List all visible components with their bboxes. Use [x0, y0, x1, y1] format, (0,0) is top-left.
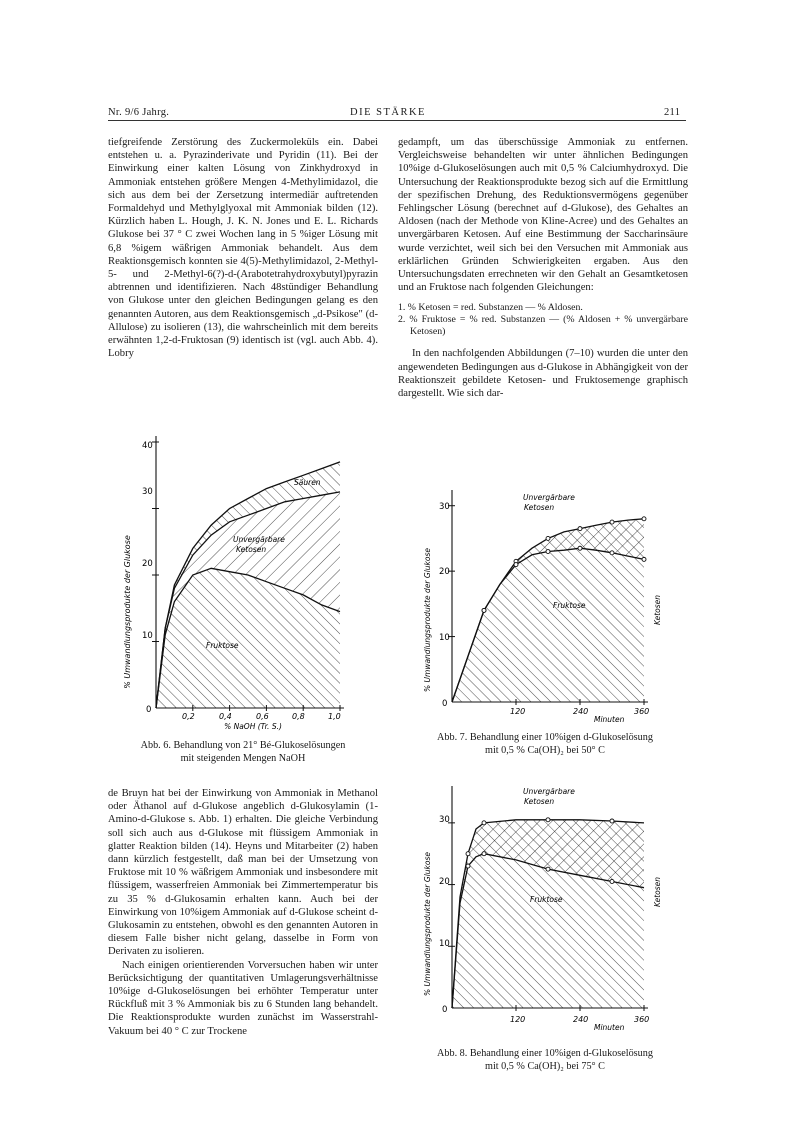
- fig8-xtick: 240: [573, 1015, 589, 1024]
- data-point: [514, 563, 518, 567]
- caption-line: Abb. 6. Behandlung von 21° Bé-Glukoselösungen: [140, 740, 346, 751]
- fig8-ytick: 10: [439, 939, 450, 949]
- fig6-label-sauren: Säuren: [294, 478, 321, 487]
- data-point: [546, 550, 550, 554]
- fig8-label-unverg-1: Unvergärbare: [523, 787, 575, 796]
- caption-line: mit steigenden Mengen NaOH: [180, 752, 306, 764]
- right-column-top: [398, 136, 688, 400]
- fig6-label-fruktose: Fruktose: [206, 641, 239, 650]
- fig7-label-fruktose: Fruktose: [553, 601, 586, 610]
- paragraph: de Bruyn hat bei der Einwirkung von Ammoniak in Methanol oder Äthanol auf d-Glukose angeblich d-Glukosylamin (1-Amino-d-Glukose s. Abb. 1) erhalten. Die gleiche Verbindung soll sich auch aus d-Glukose mit flüssigem Ammoniak in glatter Reaktion bilden (14). Heyns und Mitarbeiter (2) haben dann kürzlich festgestellt, daß man bei der Umsetzung von Fruktose mit 10 % wäßrigem Ammoniak und insbesondere mit flüssigem, wasserfreien Ammoniak bei Zimmertemperatur bis zu 35 % d-Glukosamin erhalten kann. Auch bei der Einwirkung von 10%igem Ammoniak auf d-Glukose scheint d-Glukosamin zu entstehen, obwohl es den genannten Autoren in diesem Falle bisher nicht gelang, dasselbe in Form von Derivaten zu isolieren.: [108, 788, 378, 958]
- fig8-xtick: 360: [634, 1015, 650, 1024]
- fig8-ylabel: % Umwandlungsprodukte der Glukose: [423, 852, 432, 996]
- fig7-xtick: 240: [573, 707, 589, 716]
- fig8-label-ketosen: Ketosen: [653, 876, 662, 908]
- data-point: [578, 527, 582, 531]
- data-point: [610, 551, 614, 555]
- data-point: [482, 821, 486, 825]
- paragraph: tiefgreifende Zerstörung des Zuckermoleküls ein. Dabei entstehen u. a. Pyrazinderivate und Pyridin (11). Bei der Einwirkung einer kalten Lösung von Zinkhydroxyd in Ammoniak entstehen größere Mengen 4-Methylimidazol, die sich aus dem bei der Zersetzung intermediär auftretenden Formaldehyd und Methylglyoxal mit Ammoniak bilden (12). Kürzlich haben L. Hough, J. K. N. Jones und E. L. Richards Glukose bei 37 ° C zwei Wochen lang in 5 %iger Lösung mit 6,8 %igem wäßrigen Ammoniak behandelt. Aus dem Reaktionsgemisch konnten sie 4(5)-Methylimidazol, 2-Methyl-5- und 2-Methyl-6(?)-d-(Arabotetrahydroxybutyl)pyrazin abtrennen und identifizieren. Nach 48stündiger Behandlung von Glukose unter den gleichen Bedingungen gelang es den genannten Autoren, aus dem Reaktionsgemisch „d-Psikose" (d-Allulose) zu isolieren (13), die wahrscheinlich mit dem bereits erwähnten 1,2-d-Fruktosan (9) identisch ist (vgl. auch Abb. 4). Lobry: [108, 137, 378, 360]
- paragraph: Nach einigen orientierenden Vorversuchen haben wir unter Berücksichtigung der quantitativen Umlagerungsverhältnisse 10%ige d-Glukoselösungen bei erhöhter Temperatur unter Rückfluß mit 3 % Ammoniak bis zu 6 Stunden lang behandelt. Die Reaktionsprodukte wurden zunächst im Wasserstrahl-Vakuum bei 40 ° C zur Trockene: [108, 959, 378, 1037]
- figure-8: [398, 784, 688, 1044]
- fig6-xtick: 0,2: [182, 712, 195, 721]
- caption-line: mit 0,5 % Ca(OH)₂ bei 50° C: [485, 744, 605, 756]
- caption-line: Abb. 8. Behandlung einer 10%igen d-Glukoselösung: [437, 1048, 653, 1059]
- fig6-xtick: 0,6: [256, 712, 269, 721]
- data-point: [610, 879, 614, 883]
- fig8-ytick: 20: [439, 877, 450, 887]
- fig7-xtick: 360: [634, 707, 650, 716]
- fig6-label-unverg-1: Unvergärbare: [233, 535, 285, 544]
- data-point: [546, 818, 550, 822]
- data-point: [610, 520, 614, 524]
- figure-6: [108, 432, 378, 737]
- paragraph: In den nachfolgenden Abbildungen (7–10) wurden die unter den angewendeten Bedingungen aus d-Glukose in Abhängigkeit von der Reaktionszeit gebildete Ketosen- und Fruktosemenge graphisch dargestellt. Wie sich dar-: [398, 348, 688, 400]
- fig7-ylabel: % Umwandlungsprodukte der Glukose: [423, 548, 432, 692]
- fig7-label-unverg-2: Ketosen: [524, 503, 555, 512]
- figure-6-caption: [108, 740, 378, 765]
- paragraph: gedampft, um das überschüssige Ammoniak zu entfernen. Vergleichsweise behandelten wir unter ähnlichen Bedingungen 10%ige d-Glukoselösungen auch mit 0,5 % Calciumhydroxyd. Die Untersuchung der Reaktionsprodukte bezog sich auf die Ermittlung der spezifischen Drehung, des Reduktionsvermögens gegenüber Fehlingscher Lösung (berechnet auf d-Glukose), des Gehaltes an Aldosen (nach der Methode von Kline-Acree) und des Gehaltes an unvergärbaren Ketosen. Auf eine Bestimmung der Saccharinsäure wurde verzichtet, weil sich bei den Versuchen mit Ammoniak aus erklärlichen Gründen Schwierigkeiten ergaben. Aus den Untersuchungsdaten errechneten wir den Gehalt an Gesamtketosen und an Fruktose nach folgenden Gleichungen:: [398, 137, 688, 294]
- fig6-ytick: 40: [142, 441, 153, 451]
- left-column-bottom: [108, 787, 378, 1038]
- fig8-ytick: 30: [439, 815, 450, 825]
- fig6-ytick: 0: [146, 705, 152, 715]
- caption-line: mit 0,5 % Ca(OH)₂ bei 75° C: [485, 1060, 605, 1072]
- figure-7-caption: [410, 732, 680, 757]
- fig7-label-unverg-1: Unvergärbare: [523, 493, 575, 502]
- fig6-xlabel: % NaOH (Tr. S.): [224, 722, 282, 731]
- left-column-top: [108, 136, 378, 360]
- running-header-title: DIE STÄRKE: [350, 107, 426, 118]
- fig6-xtick: 1,0: [328, 712, 341, 721]
- fig6-label-unverg-2: Ketosen: [236, 545, 267, 554]
- fig6-ytick: 30: [142, 487, 153, 497]
- fig6-ylabel: % Umwandlungsprodukte der Glukose: [123, 535, 132, 689]
- data-point: [546, 536, 550, 540]
- caption-line: Abb. 7. Behandlung einer 10%igen d-Glukoselösung: [437, 732, 653, 743]
- fig6-xtick: 0,8: [292, 712, 305, 721]
- data-point: [466, 852, 470, 856]
- fig7-label-ketosen: Ketosen: [653, 594, 662, 626]
- fig8-ytick: 0: [442, 1005, 448, 1015]
- fig6-ytick: 20: [142, 559, 153, 569]
- data-point: [578, 546, 582, 550]
- page-number: 211: [664, 107, 681, 118]
- header-rule: [108, 120, 686, 121]
- fig7-ytick: 0: [442, 699, 448, 709]
- fig8-label-fruktose: Fruktose: [530, 895, 563, 904]
- data-point: [642, 517, 646, 521]
- equation-1: 1. % Ketosen = red. Substanzen — % Aldosen.: [398, 302, 583, 314]
- fig7-xtick: 120: [510, 707, 526, 716]
- fig8-xtick: 120: [510, 1015, 526, 1024]
- figure-8-caption: [410, 1048, 680, 1073]
- running-header-left: Nr. 9/6 Jahrg.: [108, 107, 170, 118]
- fig6-ytick: 10: [142, 631, 153, 641]
- fig7-ytick: 20: [439, 567, 450, 577]
- data-point: [546, 867, 550, 871]
- fig8-xlabel: Minuten: [594, 1023, 625, 1032]
- equation-2: 2. % Fruktose = % red. Substanzen — (% Aldosen + % unvergärbare Ketosen): [398, 314, 688, 338]
- data-point: [610, 819, 614, 823]
- figure-7: [398, 490, 688, 730]
- data-point: [642, 557, 646, 561]
- fig8-label-unverg-2: Ketosen: [524, 797, 555, 806]
- data-point: [482, 852, 486, 856]
- data-point: [466, 864, 470, 868]
- fig7-xlabel: Minuten: [594, 715, 625, 724]
- data-point: [482, 608, 486, 612]
- fig7-ytick: 10: [439, 633, 450, 643]
- fig6-xtick: 0,4: [219, 712, 232, 721]
- fig7-ytick: 30: [439, 502, 450, 512]
